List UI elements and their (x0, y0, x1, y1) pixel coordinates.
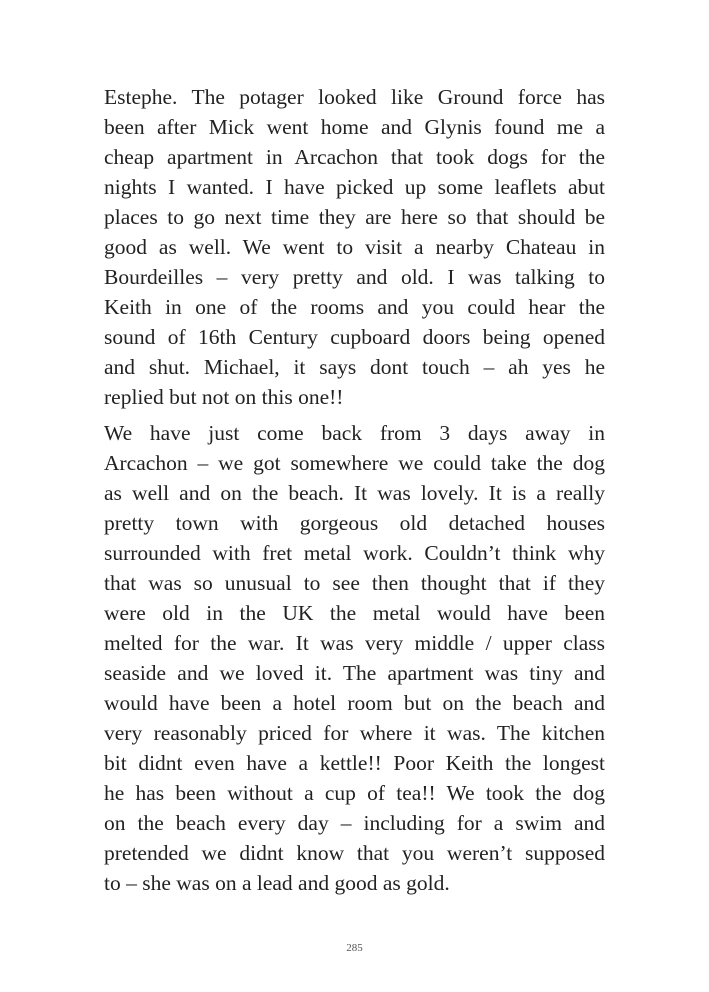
text-line: been after Mick went home and Glynis found me a (104, 115, 605, 139)
text-line: very reasonably priced for where it was. The kitchen (104, 721, 605, 745)
text-line: nights I wanted. I have picked up some leaflets abut (104, 175, 605, 199)
text-line: places to go next time they are here so that should be (104, 205, 605, 229)
body-text (104, 82, 605, 904)
text-line: surrounded with fret metal work. Couldn’t think why (104, 541, 605, 565)
text-line: that was so unusual to see then thought that if they (104, 571, 605, 595)
text-line: cheap apartment in Arcachon that took dogs for the (104, 145, 605, 169)
text-line: Estephe. The potager looked like Ground force has (104, 85, 605, 109)
page-number: 285 (346, 942, 363, 954)
text-line: were old in the UK the metal would have been (104, 601, 605, 625)
text-line: good as well. We went to visit a nearby Chateau in (104, 235, 605, 259)
text-line: as well and on the beach. It was lovely. It is a really (104, 481, 605, 505)
text-line: would have been a hotel room but on the beach and (104, 691, 605, 715)
text-line: and shut. Michael, it says dont touch – ah yes he (104, 355, 605, 379)
text-line: to – she was on a lead and good as gold. (104, 871, 450, 895)
text-line: he has been without a cup of tea!! We took the dog (104, 781, 605, 805)
text-line: seaside and we loved it. The apartment was tiny and (104, 661, 605, 685)
text-line: Bourdeilles – very pretty and old. I was talking to (104, 265, 605, 289)
paragraph-1 (104, 82, 605, 412)
text-line: on the beach every day – including for a swim and (104, 811, 605, 835)
text-line: bit didnt even have a kettle!! Poor Keith the longest (104, 751, 605, 775)
text-line: melted for the war. It was very middle / upper class (104, 631, 605, 655)
text-line: replied but not on this one!! (104, 385, 344, 409)
text-line: pretended we didnt know that you weren’t supposed (104, 841, 605, 865)
text-line: pretty town with gorgeous old detached houses (104, 511, 605, 535)
text-line: sound of 16th Century cupboard doors being opened (104, 325, 605, 349)
paragraph-2 (104, 418, 605, 898)
text-line: Arcachon – we got somewhere we could take the dog (104, 451, 605, 475)
text-line: Keith in one of the rooms and you could hear the (104, 295, 605, 319)
text-line: We have just come back from 3 days away in (104, 421, 605, 445)
